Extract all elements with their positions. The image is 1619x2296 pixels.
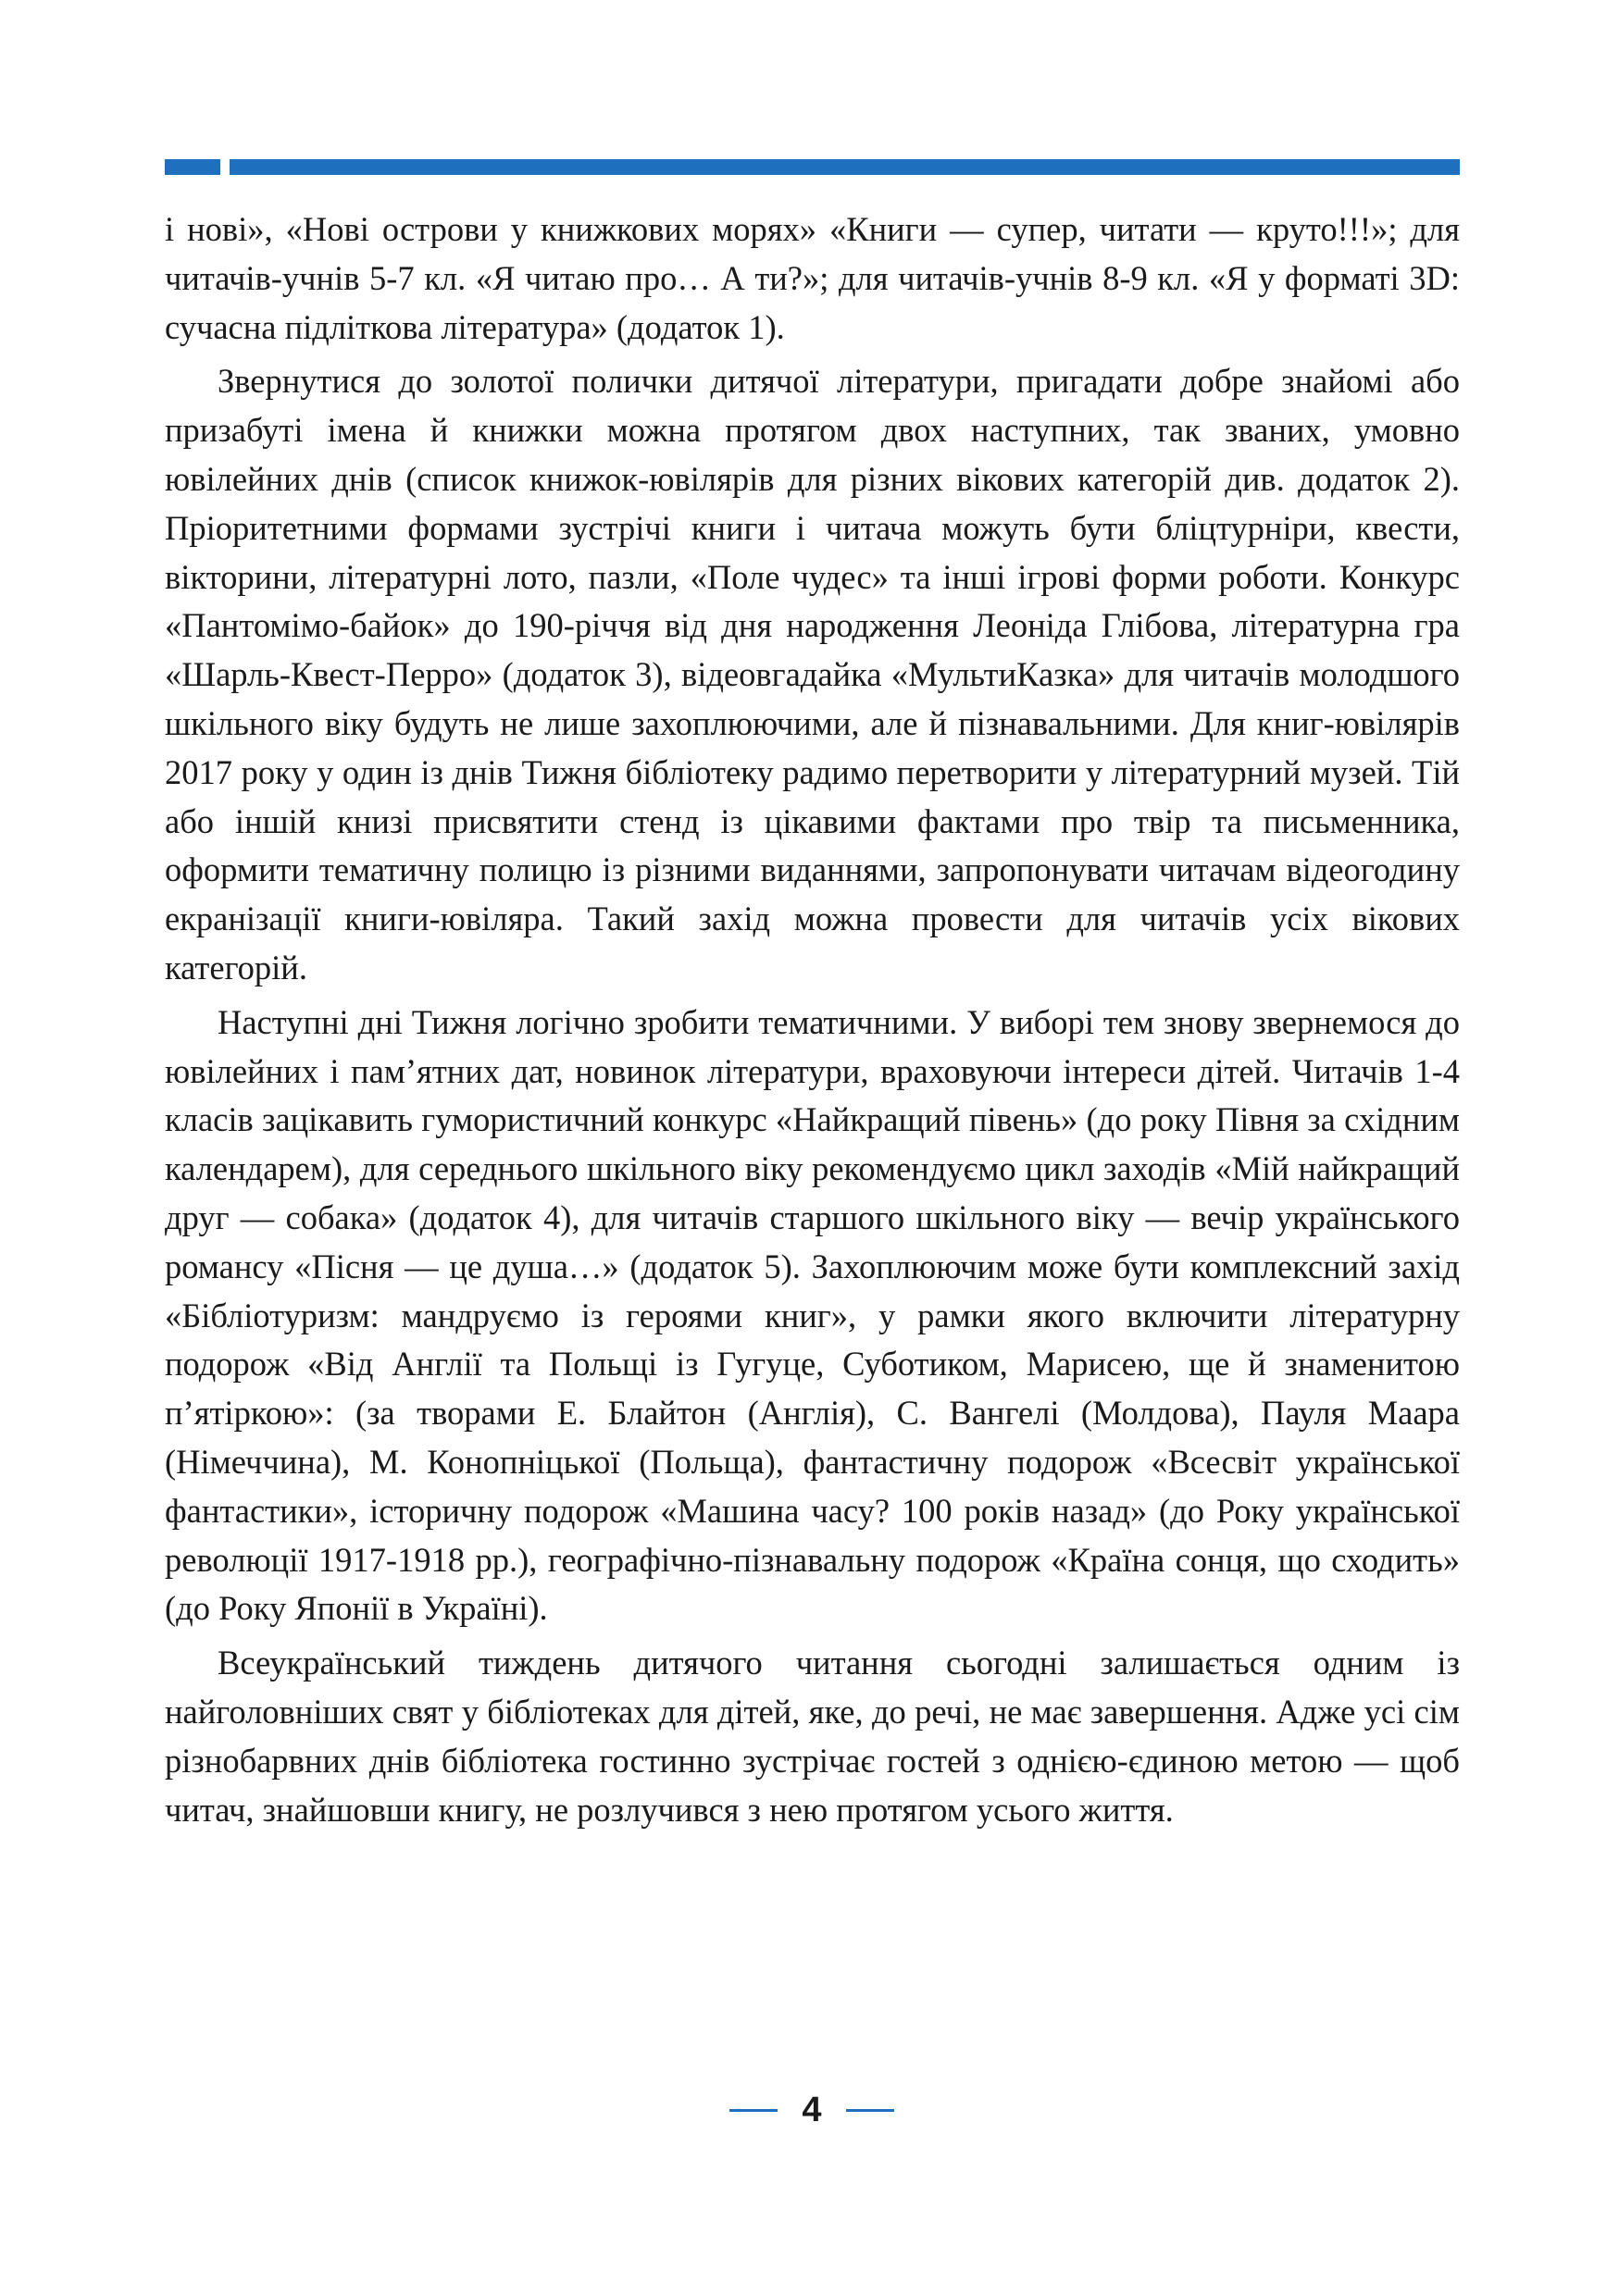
footer-dash-left [729, 2109, 778, 2112]
paragraph-conclusion: Всеукраїнський тиждень дитячого читання сьогодні залишається одним із найголовніших свят у бібліотеках для дітей, яке, до речі, не має завершення. Адже усі сім різнобарвних днів бібліотека гостинно зустрічає гостей з однією-єдиною метою — щоб читач, знайшовши книгу, не розлучився з нею протягом усього життя. [165, 1644, 1460, 1829]
paragraph-anniversary-days: Звернутися до золотої полички дитячої літератури, пригадати добре знайомі або призабуті імена й книжки можна протягом двох наступних, так званих, умовно ювілейних днів (список книжок-ювілярів для різних вікових категорій див. додаток 2). Пріоритетними формами зустрічі книги і читача можуть бути бліцтурніри, квести, вікторини, літературні лото, пазли, «Поле чудес» та інші ігрові форми роботи. Конкурс «Пантомімо-байок» до 190-річчя від дня народження Леоніда Глібова, літературна гра «Шарль-Квест-Перро» (додаток 3), відеовгадайка «МультиКазка» для читачів молодшого шкільного віку будуть не лише захоплюючими, але й пізнавальними. Для книг-ювілярів 2017 року у один із днів Тижня бібліотеку радимо перетворити у літературний музей. Тій або іншій книзі присвятити стенд із цікавими фактами про твір та письменника, оформити тематичну полицю із різними виданнями, запропонувати читачам відеогодину екранізації книги-ювіляра. Такий захід можна провести для читачів усіх вікових категорій. [165, 362, 1460, 987]
paragraph-thematic-days: Наступні дні Тижня логічно зробити тематичними. У виборі тем знову звернемося до ювілейних і пам’ятних дат, новинок літератури, враховуючи інтереси дітей. Читачів 1-4 класів зацікавить гумористичний конкурс «Найкращий півень» (до року Півня за східним календарем), для середнього шкільного віку рекомендуємо цикл заходів «Мій найкращий друг — собака» (додаток 4), для читачів старшого шкільного віку — вечір українського романсу «Пісня — це душа…» (додаток 5). Захоплюючим може бути комплексний захід «Бібліотуризм: мандруємо із героями книг», у рамки якого включити літературну подорож «Від Англії та Польщі із Гугуце, Суботиком, Марисею, ще й знаменитою п’ятіркою»: (за творами Е. Блайтон (Англія), С. Вангелі (Молдова), Пауля Маара (Німеччина), М. Конопніцької (Польща), фантастичну подорож «Всесвіт української фантастики», історичну подорож «Машина часу? 100 років назад» (до Року української революції 1917-1918 рр.), географічно-пізнавальну подорож «Країна сонця, що сходить» (до Року Японії в Україні). [165, 1002, 1460, 1628]
footer-dash-right [846, 2109, 894, 2112]
paragraph-continuation: і нові», «Нові острови у книжкових морях» «Книги — супер, читати — круто!!!»; для читачів-учнів 5-7 кл. «Я читаю про… А ти?»; для читачів-учнів 8-9 кл. «Я у форматі 3D: сучасна підліткова література» (додаток 1). [165, 210, 1460, 346]
header-accent-segment-short [165, 159, 220, 175]
page-number: 4 [802, 2091, 822, 2129]
header-accent-bar [165, 159, 1460, 175]
page-footer [0, 2087, 1619, 2133]
page-body [165, 205, 1460, 1840]
header-accent-segment-long [230, 159, 1460, 175]
